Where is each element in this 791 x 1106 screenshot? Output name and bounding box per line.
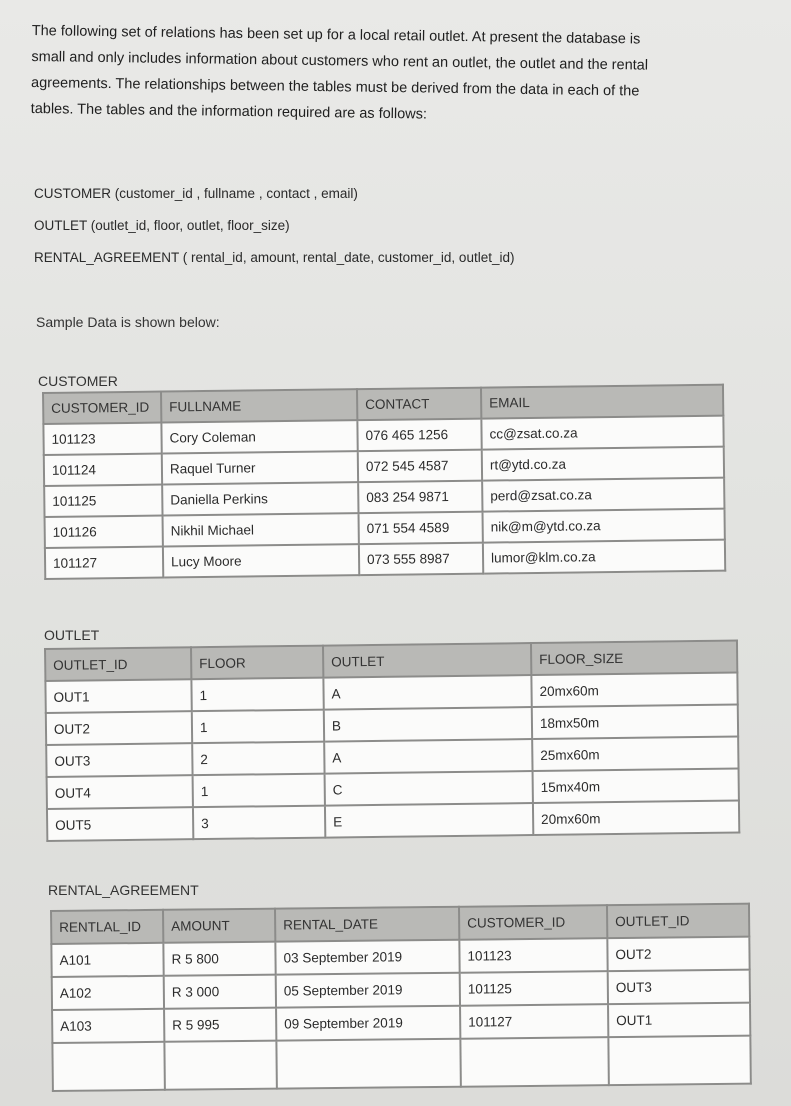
table-cell: rt@ytd.co.za (482, 447, 724, 481)
table-cell: 05 September 2019 (276, 973, 460, 1008)
table-row-empty (52, 1036, 750, 1091)
table-cell-empty (164, 1041, 276, 1090)
table-cell: 076 465 1256 (357, 419, 481, 452)
table-cell-empty (52, 1042, 164, 1091)
intro-paragraph (31, 18, 712, 131)
table-cell: Daniella Perkins (162, 482, 358, 515)
table-cell: 20mx60m (533, 801, 739, 836)
table-cell: 101126 (45, 516, 163, 548)
column-header: FLOOR_SIZE (531, 641, 737, 676)
table-cell: OUT3 (608, 970, 750, 1004)
table-cell: 101127 (45, 547, 163, 579)
table-cell: Nikhil Michael (163, 513, 359, 546)
table-cell: 20mx60m (531, 673, 737, 708)
sample-data-caption: Sample Data is shown below: (36, 314, 220, 330)
table-cell: 09 September 2019 (276, 1006, 460, 1041)
column-header: FLOOR (191, 646, 323, 680)
table-cell: 15mx40m (533, 769, 739, 804)
table-cell: perd@zsat.co.za (482, 478, 724, 512)
column-header: CUSTOMER_ID (43, 392, 161, 424)
table-cell: 073 555 8987 (359, 543, 483, 576)
table-cell: E (325, 803, 533, 838)
outlet-table-title: OUTLET (44, 627, 100, 643)
table-cell: OUT4 (47, 775, 193, 809)
table-cell: 1 (193, 774, 325, 808)
table-cell: Raquel Turner (162, 451, 358, 484)
rental-table-title: RENTAL_AGREEMENT (48, 882, 199, 898)
table-cell: OUT3 (46, 743, 192, 777)
table-cell: 18mx50m (532, 705, 738, 740)
table-cell: 101125 (44, 485, 162, 517)
table-cell: 2 (192, 742, 324, 776)
table-cell: R 3 000 (164, 975, 276, 1009)
schema-outlet: OUTLET (outlet_id, floor, outlet, floor_size) (34, 218, 290, 233)
customer-table (42, 384, 726, 580)
table-cell: C (325, 771, 533, 806)
table-cell: A (324, 739, 532, 774)
table-cell: Lucy Moore (163, 544, 359, 577)
intro-line: agreements. The relationships between the tables must be derived from the data in each of the (30, 74, 640, 100)
column-header: OUTLET_ID (45, 647, 191, 681)
table-cell: R 5 995 (164, 1008, 276, 1042)
table-cell: 101123 (459, 938, 607, 973)
customer-table-title: CUSTOMER (38, 373, 118, 389)
intro-line: small and only includes information about customers who rent an outlet, the outlet and the rental (31, 48, 649, 74)
table-cell: 03 September 2019 (275, 940, 459, 975)
column-header: RENTLAL_ID (51, 910, 163, 944)
column-header: RENTAL_DATE (275, 907, 459, 942)
table-cell: B (324, 707, 532, 742)
column-header: OUTLET_ID (607, 904, 749, 938)
table-cell: 25mx60m (532, 737, 738, 772)
table-cell: OUT2 (607, 937, 749, 971)
table-cell: A101 (51, 943, 163, 977)
table-cell: 101125 (460, 971, 608, 1006)
table-cell: 1 (191, 678, 323, 712)
table-cell: 071 554 4589 (359, 512, 483, 545)
table-cell: 072 545 4587 (358, 450, 482, 483)
table-cell: 1 (192, 710, 324, 744)
table-cell: A102 (52, 976, 164, 1010)
table-cell: OUT5 (47, 807, 193, 841)
schema-customer: CUSTOMER (customer_id , fullname , contact , email) (34, 186, 358, 201)
table-cell: OUT2 (46, 711, 192, 745)
table-cell: 101123 (43, 423, 161, 455)
table-cell: OUT1 (45, 679, 191, 713)
column-header: CUSTOMER_ID (459, 905, 607, 940)
table-cell: OUT1 (608, 1003, 750, 1037)
table-cell-empty (276, 1039, 460, 1089)
table-cell-empty (460, 1037, 608, 1087)
table-cell: lumor@klm.co.za (483, 540, 725, 574)
table-cell: cc@zsat.co.za (481, 416, 723, 450)
table-cell: A103 (52, 1009, 164, 1043)
outlet-table (44, 640, 740, 842)
table-cell: R 5 800 (163, 942, 275, 976)
table-cell: nik@m@ytd.co.za (482, 509, 724, 543)
column-header: CONTACT (357, 388, 481, 421)
table-cell-empty (608, 1036, 750, 1085)
table-cell: 3 (193, 806, 325, 840)
schema-rental-agreement: RENTAL_AGREEMENT ( rental_id, amount, rental_date, customer_id, outlet_id) (34, 250, 515, 265)
column-header: AMOUNT (163, 909, 275, 943)
column-header: EMAIL (481, 385, 723, 419)
table-cell: 101127 (460, 1004, 608, 1039)
intro-line: tables. The tables and the information required are as follows: (30, 100, 428, 123)
table-cell: 083 254 9871 (358, 481, 482, 514)
column-header: FULLNAME (161, 389, 357, 422)
table-cell: Cory Coleman (161, 420, 357, 453)
table-cell: A (323, 675, 531, 710)
rental-agreement-table (50, 903, 752, 1092)
table-cell: 101124 (44, 454, 162, 486)
intro-line: The following set of relations has been set up for a local retail outlet. At present the database is (31, 22, 641, 48)
column-header: OUTLET (323, 643, 531, 678)
